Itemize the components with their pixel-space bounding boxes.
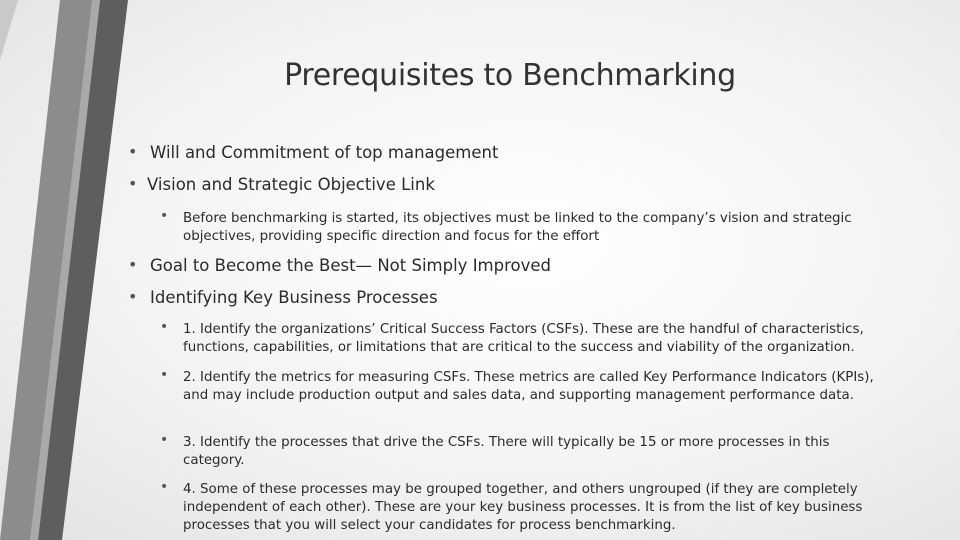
bullet-text: 4. Some of these processes may be grouped together, and others ungrouped (if they are completely independent of each other). These are your key business processes. It is from the list of key business processes that you will select your candidates for process benchmarking.: [183, 482, 863, 533]
bullet-text: Identifying Key Business Processes: [150, 288, 438, 307]
bullet-marker: •: [160, 208, 169, 224]
slide-title: Prerequisites to Benchmarking: [284, 58, 736, 93]
bullet-marker: •: [160, 367, 169, 383]
bullet-marker: •: [128, 142, 138, 161]
bullet-text: Before benchmarking is started, its objectives must be linked to the company’s vision and strategic objectives, providing specific direction and focus for the effort: [183, 211, 852, 244]
bullet-marker: •: [160, 432, 169, 448]
bullet-text: Vision and Strategic Objective Link: [147, 175, 435, 194]
bullet-marker: •: [160, 319, 169, 335]
bullet-text: Goal to Become the Best— Not Simply Improved: [150, 256, 552, 275]
bullet-marker: •: [128, 255, 138, 274]
bullet-marker: •: [128, 287, 138, 306]
bullet-text: 3. Identify the processes that drive the CSFs. There will typically be 15 or more processes in this category.: [183, 435, 830, 468]
bullet-text: Will and Commitment of top management: [150, 143, 499, 162]
bullet-marker: •: [128, 174, 138, 193]
decorative-stripes: [0, 0, 130, 540]
bullet-text: 1. Identify the organizations’ Critical Success Factors (CSFs). These are the handful of characteristics, functions, capabilities, or limitations that are critical to the success and viability of the organization.: [183, 322, 864, 355]
bullet-text: 2. Identify the metrics for measuring CSFs. These metrics are called Key Performance Indicators (KPIs), and may include production output and sales data, and supporting management performance data.: [183, 370, 874, 403]
bullet-marker: •: [160, 479, 169, 495]
stripe-light: [0, 0, 18, 60]
